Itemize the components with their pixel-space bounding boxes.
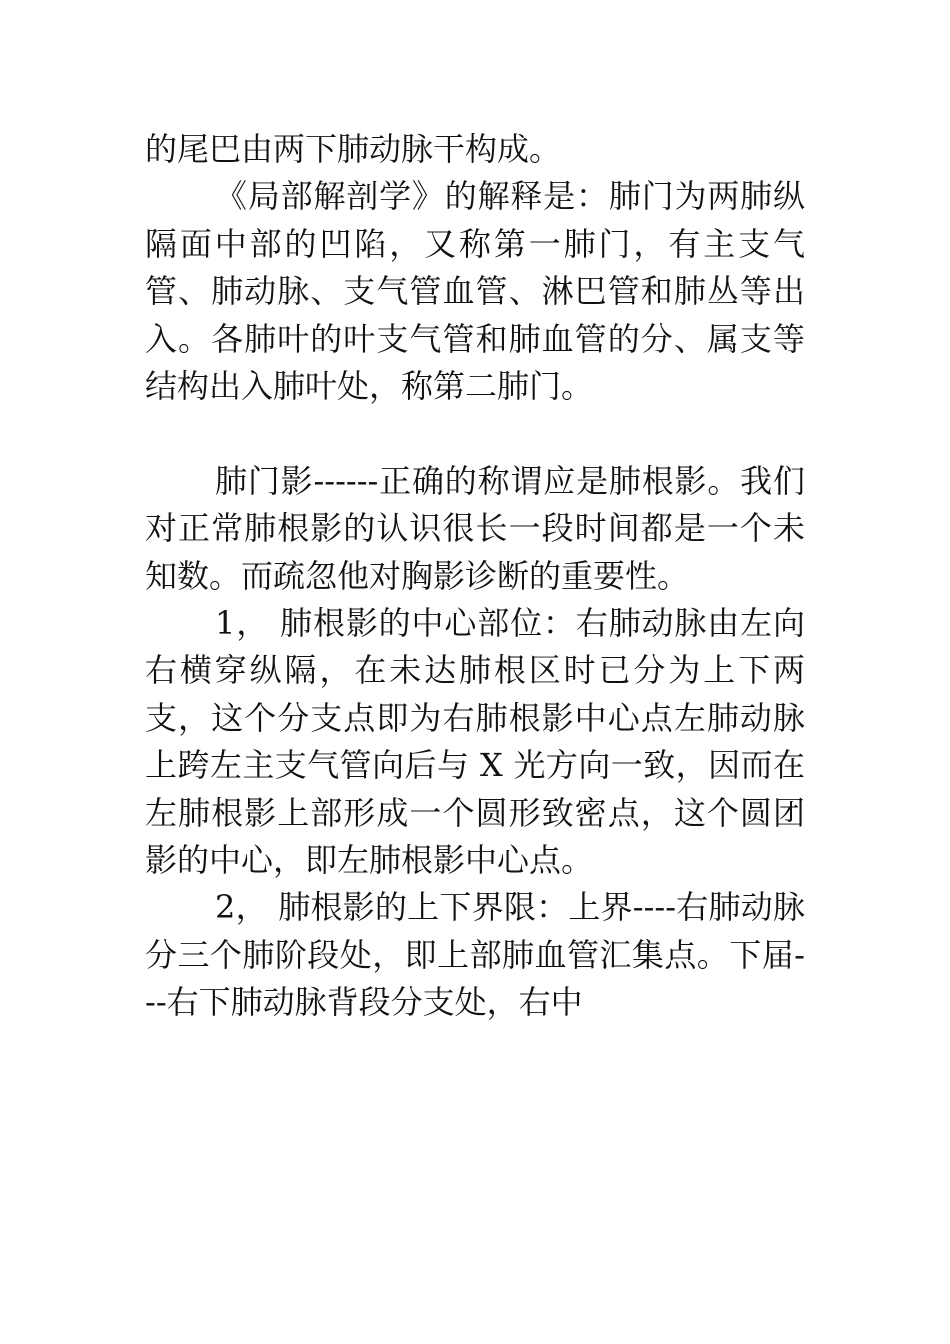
- body-text: [145, 126, 805, 1027]
- paragraph-item-1: 1， 肺根影的中心部位：右肺动脉由左向右横穿纵隔，在未达肺根区时已分为上下两支，这个分支点即为右肺根影中心点左肺动脉上跨左主支气管向后与 X 光方向一致，因而在左肺根影上部形成一个圆形致密点，这个圆团影的中心，即左肺根影中心点。: [145, 604, 805, 880]
- paragraph-spacer: [145, 410, 805, 457]
- paragraph-item-2: 2， 肺根影的上下界限：上界----右肺动脉分三个肺阶段处，即上部肺血管汇集点。下届---右下肺动脉背段分支处，右中: [145, 888, 805, 1022]
- paragraph-hilar-shadow: 肺门影------正确的称谓应是肺根影。我们对正常肺根影的认识很长一段时间都是一个未知数。而疏忽他对胸影诊断的重要性。: [145, 461, 805, 595]
- paragraph-hilum-definition: 《局部解剖学》的解释是：肺门为两肺纵隔面中部的凹陷，又称第一肺门，有主支气管、肺动脉、支气管血管、淋巴管和肺丛等出入。各肺叶的叶支气管和肺血管的分、属支等结构出入肺叶处，称第二肺门。: [145, 177, 805, 406]
- paragraph-continuation: 的尾巴由两下肺动脉干构成。: [145, 130, 562, 168]
